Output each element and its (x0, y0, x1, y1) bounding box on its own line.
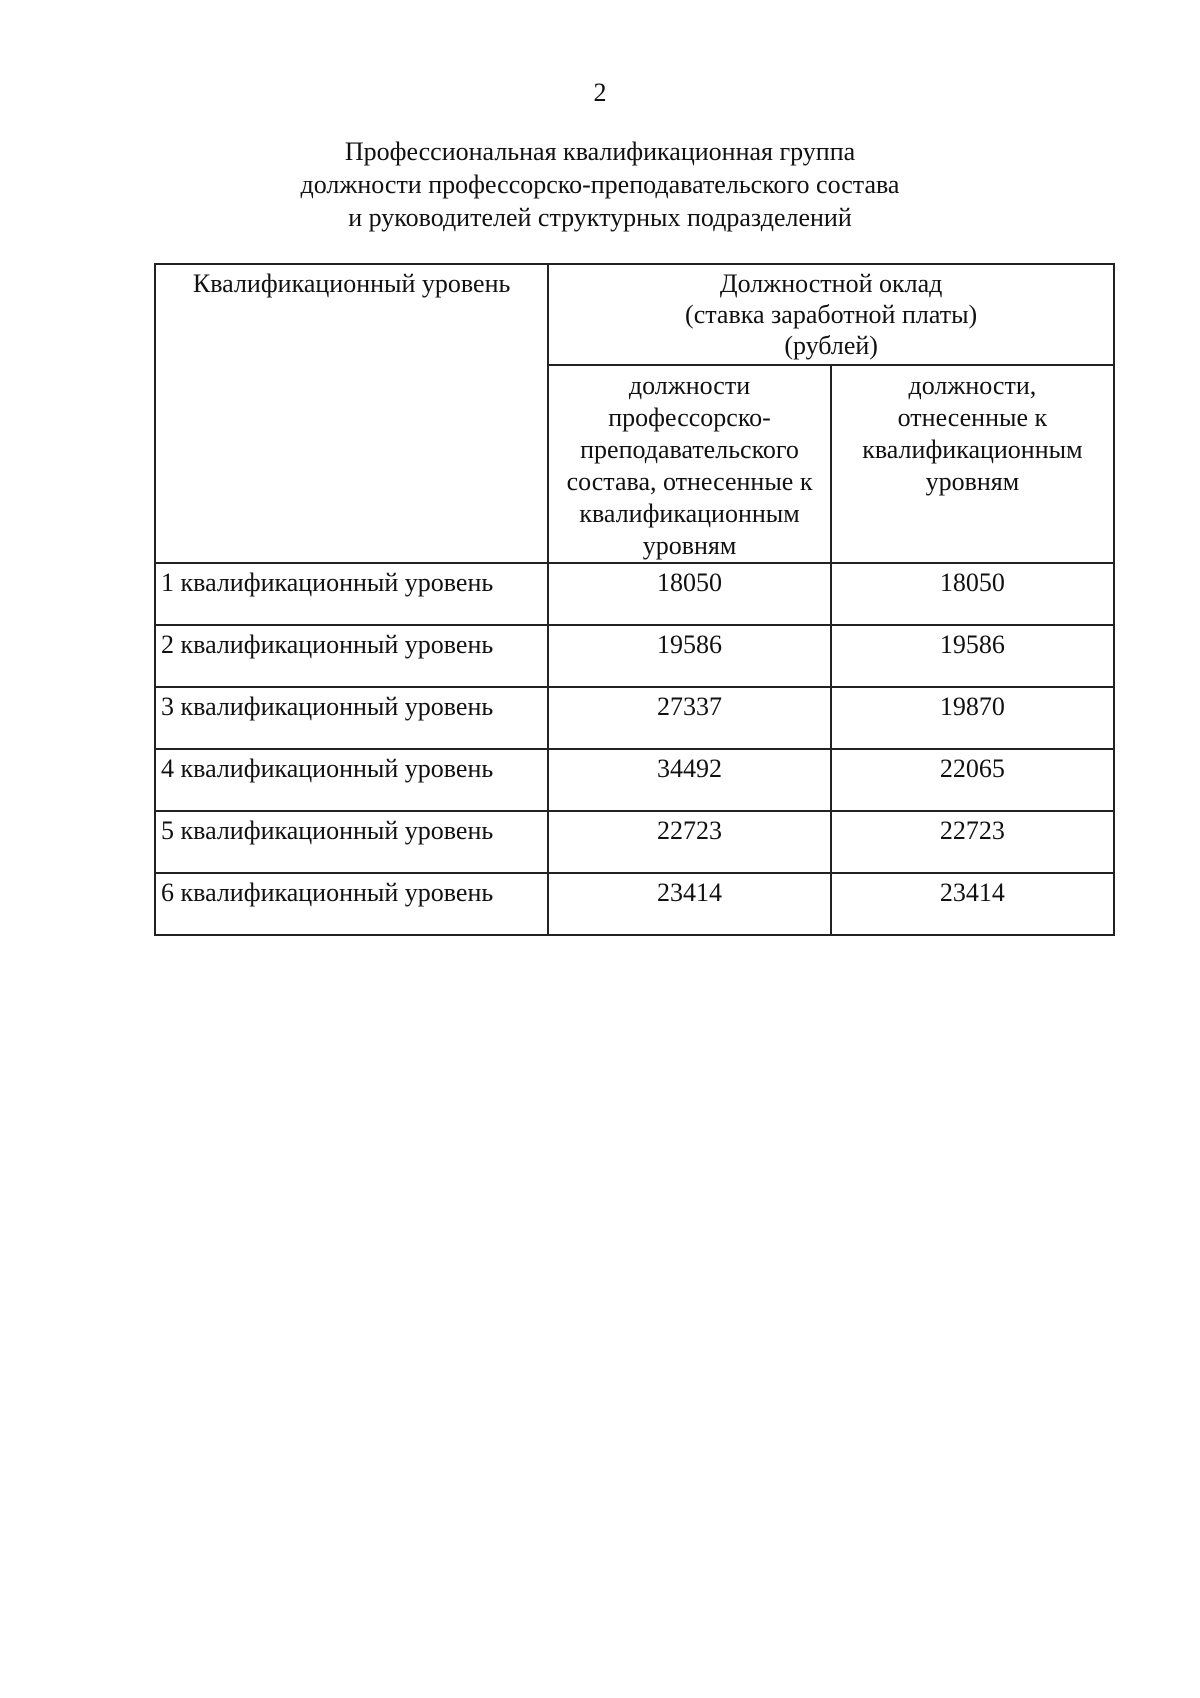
row-other-salary: 23414 (831, 873, 1114, 935)
header-level: Квалификационный уровень (155, 264, 548, 563)
row-ppc-salary: 27337 (548, 687, 831, 749)
header-other-line: должности, (908, 371, 1037, 400)
header-salary-line: (ставка заработной платы) (685, 300, 978, 329)
title-line: и руководителей структурных подразделений (348, 203, 852, 232)
document-title (0, 135, 1200, 234)
row-ppc-salary: 34492 (548, 749, 831, 811)
header-other-positions (831, 365, 1114, 563)
title-line: должности профессорско-преподавательского состава (300, 170, 900, 199)
header-other-line: отнесенные к (897, 403, 1048, 432)
header-ppc-positions (548, 365, 831, 563)
salary-table (154, 263, 1115, 936)
row-level: 5 квалификационный уровень (155, 811, 548, 873)
table-header-row (155, 264, 1114, 365)
row-other-salary: 22723 (831, 811, 1114, 873)
table-row (155, 811, 1114, 873)
row-level: 3 квалификационный уровень (155, 687, 548, 749)
row-level: 2 квалификационный уровень (155, 625, 548, 687)
table-row (155, 873, 1114, 935)
header-ppc-line: состава, отнесенные к (566, 467, 813, 496)
header-ppc-line: уровням (642, 531, 737, 560)
header-salary (548, 264, 1114, 365)
table-row (155, 749, 1114, 811)
header-ppc-line: должности (628, 371, 751, 400)
row-ppc-salary: 22723 (548, 811, 831, 873)
header-salary-line: Должностной оклад (719, 269, 943, 298)
row-other-salary: 19870 (831, 687, 1114, 749)
row-level: 6 квалификационный уровень (155, 873, 548, 935)
row-ppc-salary: 18050 (548, 563, 831, 625)
row-other-salary: 22065 (831, 749, 1114, 811)
row-other-salary: 18050 (831, 563, 1114, 625)
header-ppc-line: квалификационным (579, 499, 800, 528)
row-level: 1 квалификационный уровень (155, 563, 548, 625)
header-ppc-line: профессорско- (608, 403, 771, 432)
table-row (155, 687, 1114, 749)
header-other-line: квалификационным (862, 435, 1083, 464)
header-other-line: уровням (925, 467, 1020, 496)
title-line: Профессиональная квалификационная группа (344, 137, 856, 166)
header-ppc-line: преподавательского (580, 435, 799, 464)
page-number: 2 (593, 78, 607, 107)
table-row (155, 625, 1114, 687)
table-row (155, 563, 1114, 625)
header-salary-line: (рублей) (784, 331, 878, 360)
row-other-salary: 19586 (831, 625, 1114, 687)
row-level: 4 квалификационный уровень (155, 749, 548, 811)
row-ppc-salary: 19586 (548, 625, 831, 687)
row-ppc-salary: 23414 (548, 873, 831, 935)
